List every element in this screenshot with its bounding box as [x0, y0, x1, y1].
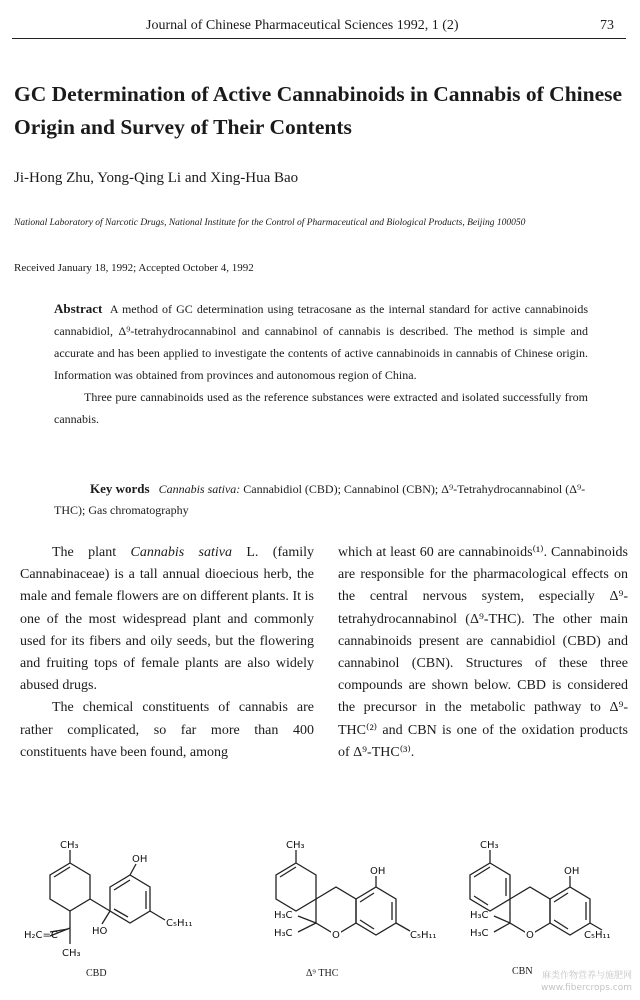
- cbn-label-hydroxyl: OH: [564, 866, 580, 877]
- body-paragraph: The chemical constituents of cannabis are rather complicated, so far more than 400 constituents have been found, among: [20, 700, 314, 760]
- species-name: Cannabis sativa: [130, 545, 232, 560]
- cbd-label-pentyl: C₅H₁₁: [166, 918, 193, 929]
- cbn-structure-drawing: [440, 838, 620, 978]
- thc-label-pentyl: C₅H₁₁: [410, 930, 437, 941]
- body-paragraph: which at least 60 are cannabinoids⁽¹⁾. Cannabinoids are responsible for the pharmacological effects on the central nervous system, especially Δ⁹-tetrahydrocannabinol (Δ⁹-THC). The other main cannabinoids present are cannabidiol (CBD) and cannabinol (CBN). Structures of these three compounds are shown below. CBD is considered the precursor in the metabolic pathway to Δ⁹-THC⁽²⁾ and CBN is one of the oxidation products of Δ⁹-THC⁽³⁾.: [338, 545, 628, 760]
- running-header: [12, 14, 626, 40]
- keywords-heading: Key words: [90, 481, 150, 496]
- cbn-label-oxygen: O: [526, 930, 534, 941]
- affiliation: National Laboratory of Narcotic Drugs, National Institute for the Control of Pharmaceutical and Biological Products, Beijing 100050: [14, 218, 526, 228]
- body-text: The plant: [52, 545, 131, 560]
- abstract-heading: Abstract: [54, 301, 103, 316]
- abstract-text-1: A method of GC determination using tetracosane as the internal standard for active cannabinoids cannabidiol, Δ⁹-tetrahydrocannabinol and cannabinol of cannabis is described. The method is simple and accurate and has been applied to investigate the contents of active cannabinoids in cannabis of Chinese origin. Information was obtained from provinces and autonomous region of China.: [54, 302, 588, 382]
- keywords: [54, 478, 594, 521]
- cbd-label-isopropenyl: H₂C=C: [24, 930, 58, 941]
- article-title: GC Determination of Active Cannabinoids in Cannabis of Chinese Origin and Survey of Their Contents: [14, 82, 623, 139]
- cbd-structure: [20, 838, 220, 988]
- cbn-caption: CBN: [512, 966, 533, 977]
- thc-label-h3c-1: H₃C: [274, 910, 293, 921]
- thc-label-h3c-2: H₃C: [274, 928, 293, 939]
- header-rule: [12, 38, 626, 39]
- keywords-list: Cannabidiol (CBD); Cannabinol (CBN); Δ⁹-Tetrahydrocannabinol (Δ⁹-THC); Gas chromatography: [54, 482, 586, 517]
- thc-structure-drawing: [240, 838, 440, 978]
- thc-label-hydroxyl: OH: [370, 866, 386, 877]
- thc-caption: Δ⁹ THC: [306, 968, 339, 979]
- cbd-caption: CBD: [86, 968, 107, 979]
- page-number: 73: [600, 18, 614, 33]
- cbd-label-methyl-2: CH₃: [62, 948, 81, 959]
- cbn-structure: [440, 838, 620, 988]
- abstract-paragraph-2: Three pure cannabinoids used as the reference substances were extracted and isolated successfully from cannabis.: [54, 390, 588, 426]
- cbn-label-pentyl: C₅H₁₁: [584, 930, 611, 941]
- abstract-paragraph-1: [54, 298, 588, 386]
- cbd-label-ho: HO: [92, 926, 108, 937]
- watermark-line-1: 麻类作物营养与施肥网: [541, 971, 632, 981]
- body-text: L. (family Cannabinaceae) is a tall annual dioecious herb, the male and female flowers are on different plants. It is one of the most widespread plant and commonly used for its fibers and oily seeds, but the flowering and fruiting tops of female plants are also widely abused drugs.: [20, 545, 314, 694]
- thc-label-oxygen: O: [332, 930, 340, 941]
- chemical-structures: [20, 838, 620, 988]
- thc-structure: [240, 838, 440, 988]
- thc-label-methyl: CH₃: [286, 840, 305, 851]
- body-column-right: [338, 542, 628, 764]
- watermark: [541, 970, 632, 994]
- cbd-structure-drawing: [20, 838, 220, 978]
- watermark-line-2: www.fibercrops.com: [541, 983, 632, 993]
- received-dates: Received January 18, 1992; Accepted October 4, 1992: [14, 262, 254, 274]
- body-paragraph: [20, 542, 314, 697]
- body-column-left: [20, 542, 314, 764]
- keywords-species: Cannabis sativa:: [158, 482, 241, 496]
- cbn-label-h3c-1: H₃C: [470, 910, 489, 921]
- cbn-label-methyl: CH₃: [480, 840, 499, 851]
- abstract: [54, 298, 588, 430]
- authors: Ji-Hong Zhu, Yong-Qing Li and Xing-Hua Bao: [14, 170, 299, 186]
- cbd-label-methyl: CH₃: [60, 840, 79, 851]
- journal-citation: Journal of Chinese Pharmaceutical Sciences 1992, 1 (2): [146, 18, 459, 33]
- cbd-label-hydroxyl: OH: [132, 854, 148, 865]
- cbn-label-h3c-2: H₃C: [470, 928, 489, 939]
